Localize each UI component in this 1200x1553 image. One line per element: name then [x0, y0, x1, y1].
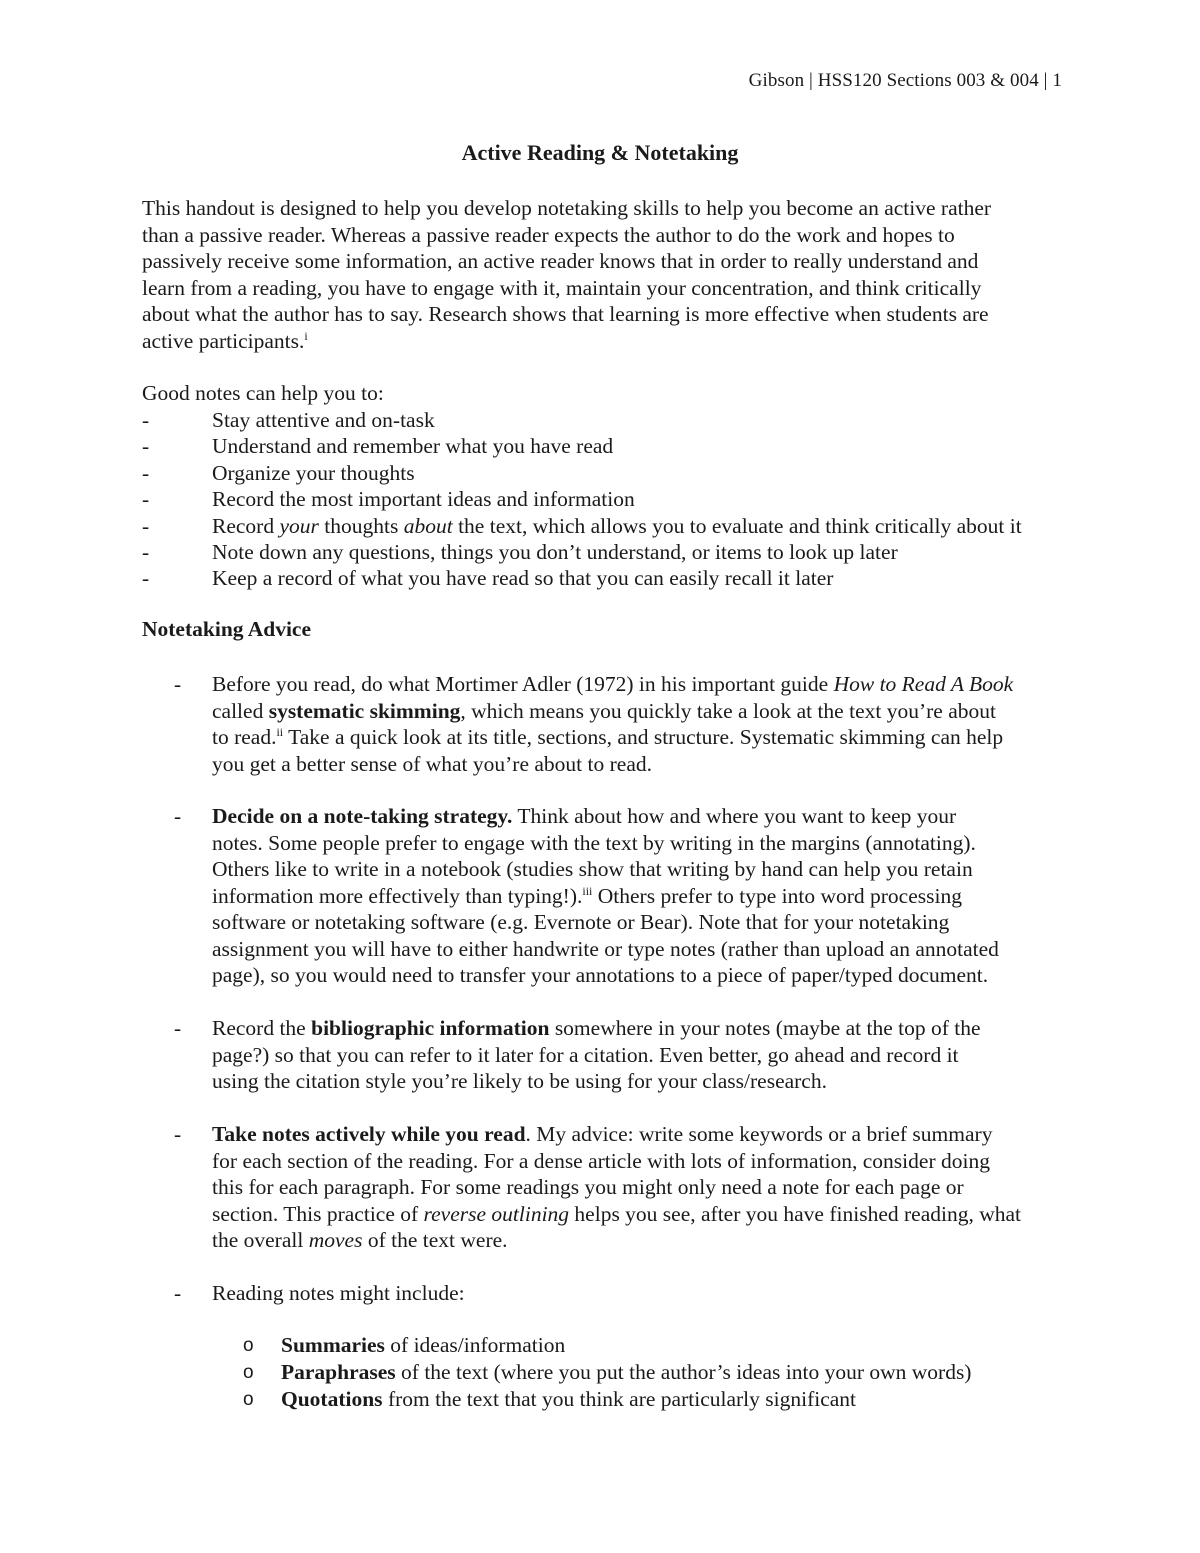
dash-marker: -	[142, 539, 150, 564]
page-title: Active Reading & Notetaking	[461, 140, 739, 165]
footnote-ref: ii	[276, 724, 284, 739]
dash-marker: -	[174, 1122, 182, 1146]
sub-list-item: o Quotations from the text that you think are particularly significant	[243, 1387, 857, 1411]
dash-marker: -	[142, 566, 150, 591]
intro-line: learn from a reading, you have to engage with it, maintain your concentration, and think critically	[142, 275, 982, 300]
advice-item-include: - Reading notes might include:	[142, 1280, 1062, 1307]
dash-marker: -	[174, 1281, 182, 1305]
list-item	[142, 565, 1072, 591]
advice-item-skimming: - Before you read, do what Mortimer Adler (1972) in his important guide How to Read A Book called systematic skimming, which means you quickly take a look at the text you’re about to read.$^{ii}$ Take a quick look at its title, sections, and structure. Systematic skimming can help you get a better sense of what you’re about to read.	[142, 671, 1062, 777]
footnote-ref: iii	[582, 883, 593, 898]
intro-paragraph	[142, 195, 1062, 354]
running-head: Gibson | HSS120 Sections 003 & 004 | 1	[748, 70, 1062, 91]
list-item-text: Organize your thoughts	[212, 460, 415, 485]
dash-marker: -	[174, 1016, 182, 1040]
advice-item-active: - Take notes actively while you read. My advice: write some keywords or a brief summary for each section of the reading. For a dense article with lots of information, consider doing this for each paragraph. For some readings you might only need a note for each page or section. This practice of reverse outlining helps you see, after you have finished reading, what the overall moves of the text were.	[142, 1121, 1062, 1254]
list-item	[142, 460, 1072, 486]
circle-bullet-icon: o	[243, 1389, 254, 1410]
dash-marker: -	[174, 804, 182, 828]
advice-item-strategy: - Decide on a note-taking strategy. Think about how and where you want to keep your notes. Some people prefer to engage with the text by writing in the margins (annotating). Others like to write in a notebook (studies show that writing by hand can help you retain information more effectively than typing!).$^{iii}$ Others prefer to type into word processing software or notetaking software (e.g. Evernote or Bear). Note that for your notetaking assignment you will have to either handwrite or type notes (rather than upload an annotated page), so you would need to transfer your annotations to a piece of paper/typed document.	[142, 803, 1062, 989]
intro-line: about what the author has to say. Research shows that learning is more effective when students are	[142, 302, 989, 326]
good-notes-lead: Good notes can help you to:	[142, 381, 384, 405]
intro-line: active participants.$^i$	[142, 328, 308, 353]
reading-notes-sublist	[243, 1332, 971, 1413]
list-item-text: Stay attentive and on-task	[212, 408, 435, 432]
intro-line: This handout is designed to help you develop notetaking skills to help you become an active rather	[142, 196, 992, 220]
intro-line: passively receive some information, an active reader knows that in order to really understand and	[142, 249, 979, 273]
list-item	[142, 539, 1072, 565]
list-item-text: Note down any questions, things you don’t understand, or items to look up later	[212, 539, 898, 564]
circle-bullet-icon: o	[243, 1335, 254, 1356]
dash-marker: -	[142, 460, 150, 485]
dash-marker: -	[142, 408, 150, 432]
dash-marker: -	[174, 672, 182, 696]
list-item-text: Record the most important ideas and information	[212, 487, 635, 512]
circle-bullet-icon: o	[243, 1362, 254, 1383]
list-item	[142, 433, 1072, 459]
sub-list-item: o Summaries of ideas/information	[243, 1333, 566, 1357]
list-item	[142, 513, 1072, 539]
dash-marker: -	[142, 487, 150, 512]
list-item	[142, 407, 1072, 433]
list-item	[142, 486, 1072, 512]
intro-line: than a passive reader. Whereas a passive reader expects the author to do the work and hopes to	[142, 222, 955, 247]
list-item-text: Keep a record of what you have read so that you can easily recall it later	[212, 566, 834, 591]
dash-marker: -	[142, 513, 150, 538]
good-notes-list	[142, 407, 1072, 592]
dash-marker: -	[142, 434, 150, 459]
advice-item-bibliographic: - Record the bibliographic information somewhere in your notes (maybe at the top of the page?) so that you can refer to it later for a citation. Even better, go ahead and record it using the citation style you’re likely to be using for your class/research.	[142, 1015, 1062, 1095]
footnote-ref: i	[304, 328, 308, 343]
sub-list-item: o Paraphrases of the text (where you put the author’s ideas into your own words)	[243, 1360, 972, 1384]
list-item-text: Understand and remember what you have read	[212, 434, 614, 459]
list-item-text: Record your thoughts about the text, which allows you to evaluate and think critically about it	[212, 513, 1022, 538]
section-heading: Notetaking Advice	[142, 617, 312, 641]
